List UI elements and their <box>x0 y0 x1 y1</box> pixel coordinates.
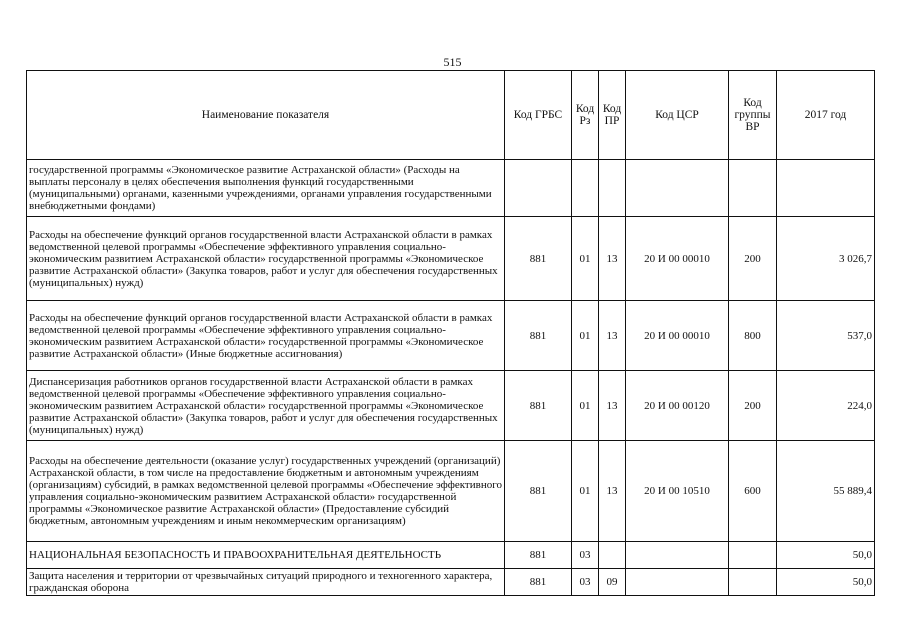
row-name: Защита населения и территории от чрезвычайных ситуаций природного и техногенного характера, гражданская оборона <box>27 569 505 596</box>
row-grbs: 881 <box>505 371 572 441</box>
row-name: Расходы на обеспечение функций органов государственной власти Астраханской области в рамках ведомственной целевой программы «Обеспечение эффективного управления социально-экономическим развитием Астраханской области» государственной программы «Экономическое развитие Астраханской области» (Иные бюджетные ассигнования) <box>27 301 505 371</box>
row-rz: 03 <box>572 569 599 596</box>
row-pr: 09 <box>599 569 626 596</box>
row-pr: 13 <box>599 371 626 441</box>
row-rz: 01 <box>572 371 599 441</box>
header-name: Наименование показателя <box>27 71 505 160</box>
table-header-row <box>27 71 875 160</box>
header-grbs: Код ГРБС <box>505 71 572 160</box>
table-row <box>27 217 875 301</box>
row-rz: 01 <box>572 217 599 301</box>
row-csr <box>626 160 729 217</box>
row-csr <box>626 569 729 596</box>
row-pr <box>599 542 626 569</box>
row-amount: 224,0 <box>777 371 875 441</box>
row-amount: 3 026,7 <box>777 217 875 301</box>
row-rz <box>572 160 599 217</box>
row-grbs: 881 <box>505 569 572 596</box>
row-vr <box>729 160 777 217</box>
row-amount: 537,0 <box>777 301 875 371</box>
row-rz: 01 <box>572 301 599 371</box>
row-vr <box>729 569 777 596</box>
row-amount: 50,0 <box>777 569 875 596</box>
row-rz: 03 <box>572 542 599 569</box>
row-vr: 800 <box>729 301 777 371</box>
header-year: 2017 год <box>777 71 875 160</box>
row-grbs <box>505 160 572 217</box>
row-name: Диспансеризация работников органов государственной власти Астраханской области в рамках ведомственной целевой программы «Обеспечение эффективного управления социально-экономическим развитием Астраханской области» государственной программы «Экономическое развитие Астраханской области» (Закупка товаров, работ и услуг для обеспечения государственных (муниципальных) нужд) <box>27 371 505 441</box>
row-vr: 200 <box>729 371 777 441</box>
row-vr <box>729 542 777 569</box>
row-csr: 20 И 00 00120 <box>626 371 729 441</box>
page-number: 515 <box>443 55 462 69</box>
budget-table <box>26 70 875 596</box>
row-amount: 55 889,4 <box>777 441 875 542</box>
row-csr <box>626 542 729 569</box>
row-amount <box>777 160 875 217</box>
table-row <box>27 160 875 217</box>
row-pr: 13 <box>599 301 626 371</box>
header-vr: Код группы ВР <box>729 71 777 160</box>
table-row <box>27 301 875 371</box>
row-csr: 20 И 00 00010 <box>626 217 729 301</box>
row-vr: 200 <box>729 217 777 301</box>
table-row <box>27 371 875 441</box>
row-csr: 20 И 00 00010 <box>626 301 729 371</box>
row-name: государственной программы «Экономическое развитие Астраханской области» (Расходы на выплаты персоналу в целях обеспечения выполнения функций государственными (муниципальными) органами, казенными учреждениями, органами управления государственными внебюджетными фондами) <box>27 160 505 217</box>
row-rz: 01 <box>572 441 599 542</box>
row-name: Расходы на обеспечение деятельности (оказание услуг) государственных учреждений (организаций) Астраханской области, в том числе на предоставление бюджетным и автономным учреждениям (организациям) субсидий, в рамках ведомственной целевой программы «Обеспечение эффективного управления социально-экономическим развитием Астраханской области» государственной программы «Экономическое развитие Астраханской области» (Предоставление субсидий бюджетным, автономным учреждениям и иным некоммерческим организациям) <box>27 441 505 542</box>
header-rz: Код Рз <box>572 71 599 160</box>
table-row <box>27 441 875 542</box>
row-pr <box>599 160 626 217</box>
row-csr: 20 И 00 10510 <box>626 441 729 542</box>
row-grbs: 881 <box>505 217 572 301</box>
row-grbs: 881 <box>505 301 572 371</box>
header-csr: Код ЦСР <box>626 71 729 160</box>
row-pr: 13 <box>599 217 626 301</box>
row-grbs: 881 <box>505 441 572 542</box>
row-grbs: 881 <box>505 542 572 569</box>
row-name: Расходы на обеспечение функций органов государственной власти Астраханской области в рамках ведомственной целевой программы «Обеспечение эффективного управления социально-экономическим развитием Астраханской области» государственной программы «Экономическое развитие Астраханской области» (Закупка товаров, работ и услуг для обеспечения государственных (муниципальных) нужд) <box>27 217 505 301</box>
table-row <box>27 542 875 569</box>
table-row <box>27 569 875 596</box>
header-pr: Код ПР <box>599 71 626 160</box>
row-name: НАЦИОНАЛЬНАЯ БЕЗОПАСНОСТЬ И ПРАВООХРАНИТЕЛЬНАЯ ДЕЯТЕЛЬНОСТЬ <box>27 542 505 569</box>
row-amount: 50,0 <box>777 542 875 569</box>
row-vr: 600 <box>729 441 777 542</box>
row-pr: 13 <box>599 441 626 542</box>
